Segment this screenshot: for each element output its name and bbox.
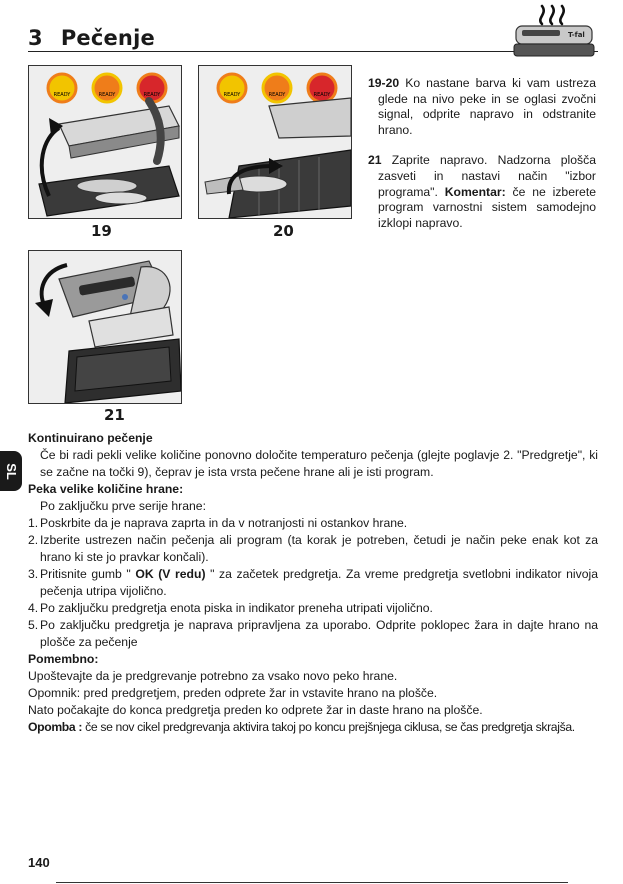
important-note: Opomba : če se nov cikel predgrevanja aktivira takoj po koncu prejšnjega ciklusa, se čas predgretja skrajša.	[28, 720, 575, 734]
figure-20	[198, 65, 352, 219]
list-item: 4. Po zaključku predgretja enota piska in indikator preneha utripati vijolično.	[28, 601, 433, 615]
svg-text:READY: READY	[98, 92, 116, 98]
steps-column	[368, 76, 596, 246]
important-line: Opomnik: pred predgretjem, preden odprete žar in vstavite hrano na plošče.	[28, 686, 438, 700]
body-text	[28, 430, 598, 736]
svg-text:READY: READY	[53, 92, 71, 98]
important-line: Nato počakajte do konca predgretja preden ko odprete žar in daste hrano na plošče.	[28, 703, 483, 717]
svg-text:READY: READY	[268, 92, 286, 98]
figure-19	[28, 65, 182, 219]
figure-21-label: 21	[104, 406, 125, 424]
page-number: 140	[28, 855, 50, 870]
section-heading: Pečenje	[60, 26, 155, 50]
important-line: Upoštevajte da je predgrevanje potrebno za vsako novo peko hrane.	[28, 669, 398, 683]
continuous-text: Če bi radi pekli velike količine ponovno določite temperaturo pečenja (glejte poglavje 2. "Predgretje", ki se začne na točki 9), čeprav je ista vrsta pečene hrane ali je isti program.	[40, 448, 598, 479]
language-tab: SL	[0, 451, 22, 491]
svg-text:READY: READY	[313, 92, 331, 98]
grill-header-icon	[508, 2, 596, 60]
figure-19-label: 19	[91, 222, 112, 240]
svg-text:READY: READY	[223, 92, 241, 98]
continuous-heading: Kontinuirano pečenje	[28, 431, 153, 445]
step-19-20: 19-20 Ko nastane barva ki vam ustreza glede na nivo peke in se oglasi zvočni signal, odprite napravo in odstranite hrano.	[368, 76, 596, 137]
important-heading: Pomembno:	[28, 652, 99, 666]
ready-indicator-icon	[218, 74, 336, 102]
list-item: 1. Poskrbite da je naprava zaprta in da v notranjosti ni ostankov hrane.	[28, 516, 408, 530]
figure-21	[28, 250, 182, 404]
brand-logo: T-fal	[568, 31, 585, 39]
list-item: 3. Pritisnite gumb " OK (V redu) " za začetek predgretja. Za vreme predgretja svetlobni indikator nivoja pečenja utripa vijolično.	[28, 567, 598, 598]
step-21: 21 Zaprite napravo. Nadzorna plošča zasveti in nastavi način "izbor programa". Komentar: če ne izberete program varnostni sistem samodejno izklopi napravo.	[368, 153, 596, 230]
footer-divider	[56, 882, 568, 883]
list-item: 5. Po zaključku predgretja je naprava pripravljena za uporabo. Odprite poklopec žara in dajte hrano na plošče za pečenje	[28, 618, 598, 649]
large-intro: Po zaključku prve serije hrane:	[40, 499, 206, 513]
list-item: 2. Izberite ustrezen način pečenja ali program (ta korak je potreben, četudi je način peke enak kot za hrano ki ste jo pravkar končali).	[28, 533, 598, 564]
large-heading: Peka velike količine hrane:	[28, 482, 184, 496]
section-title	[28, 26, 155, 50]
figure-20-label: 20	[273, 222, 294, 240]
svg-text:READY: READY	[143, 92, 161, 98]
section-number: 3	[28, 26, 43, 50]
